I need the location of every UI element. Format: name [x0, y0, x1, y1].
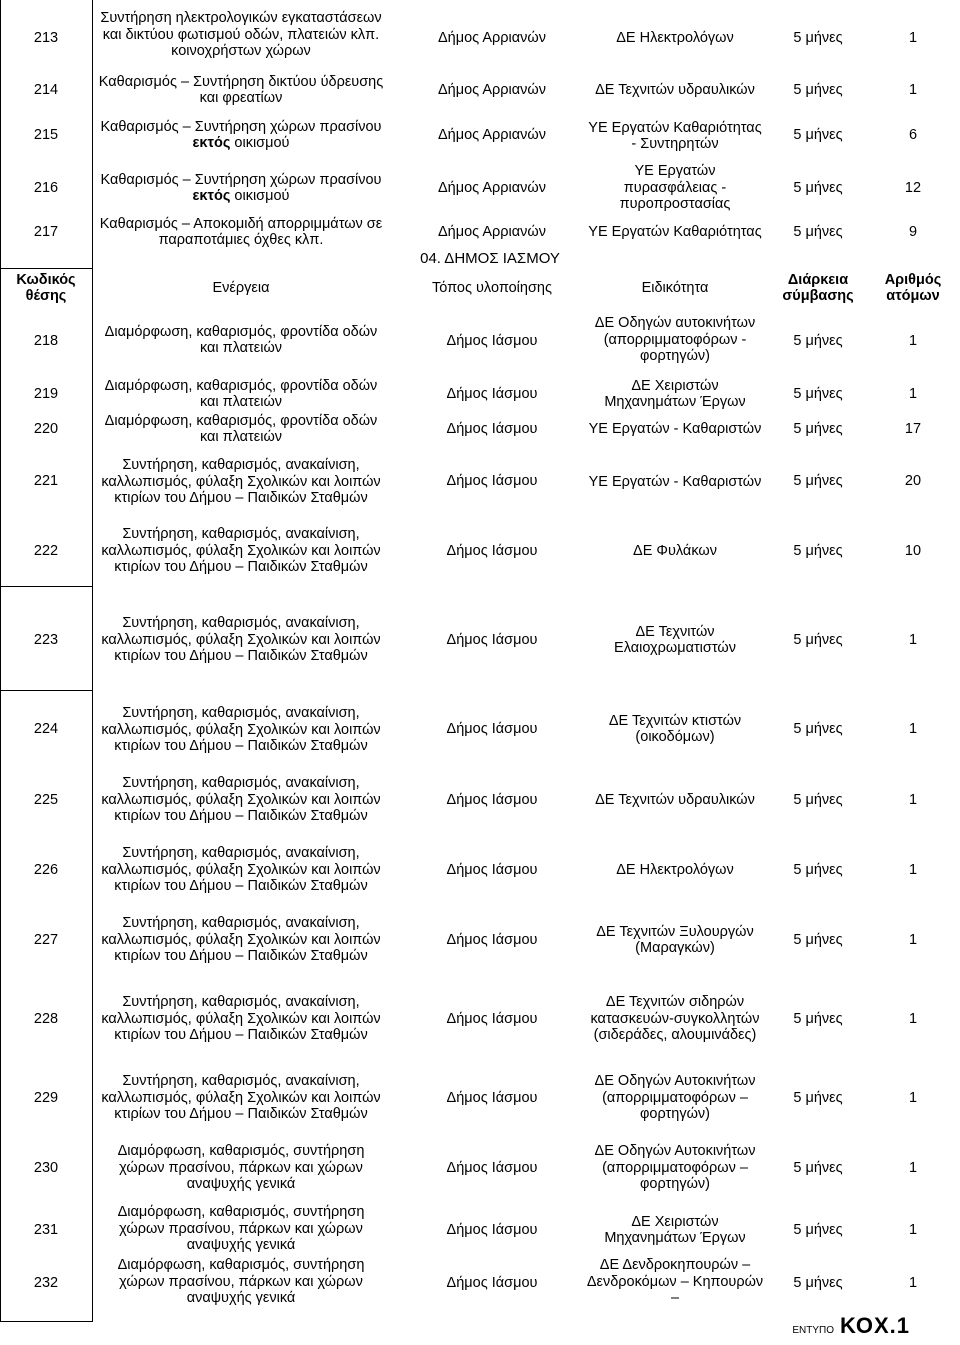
row-specialty: ΔΕ Δενδροκηπουρών – Δενδροκόμων – Κηπουρών – [586, 1257, 764, 1307]
row-duration: 5 μήνες [793, 332, 843, 349]
row-duration: 5 μήνες [793, 420, 843, 437]
row-specialty: ΔΕ Οδηγών Αυτοκινήτων (απορριμματοφόρων – φορτηγών) [594, 1143, 756, 1193]
row-persons: 1 [908, 1221, 918, 1238]
row-persons: 1 [908, 720, 918, 737]
row-persons: 1 [908, 332, 918, 349]
row-location: Δήμος Ιάσμου [446, 542, 538, 559]
row-code: 214 [33, 81, 59, 98]
row-code: 227 [33, 931, 59, 948]
row-activity: Διαμόρφωση, καθαρισμός, φροντίδα οδών και πλατειών [104, 412, 378, 445]
row-persons: 17 [904, 420, 922, 437]
section-title: 04. ΔΗΜΟΣ ΙΑΣΜΟΥ [420, 250, 560, 267]
row-activity: Συντήρηση, καθαρισμός, ανακαίνιση, καλλωπισμός, φύλαξη Σχολικών και λοιπών κτιρίων του Δήμου – Παιδικών Σταθμών [101, 457, 381, 507]
row-duration: 5 μήνες [793, 179, 843, 196]
row-location: Δήμος Αρριανών [438, 179, 546, 196]
row-code: 221 [33, 472, 59, 489]
row-persons: 1 [908, 1010, 918, 1027]
row-location: Δήμος Ιάσμου [446, 1089, 538, 1106]
row-activity: Συντήρηση, καθαρισμός, ανακαίνιση, καλλωπισμός, φύλαξη Σχολικών και λοιπών κτιρίων του Δήμου – Παιδικών Σταθμών [101, 915, 381, 965]
row-duration: 5 μήνες [793, 861, 843, 878]
row-code: 224 [33, 720, 59, 737]
row-duration: 5 μήνες [793, 385, 843, 402]
row-specialty: ΔΕ Τεχνιτών υδραυλικών [595, 791, 755, 808]
row-specialty: ΥΕ Εργατών πυρασφάλειας - πυροπροστασίας [619, 163, 731, 213]
row-specialty: ΔΕ Χειριστών Μηχανημάτων Έργων [604, 1213, 746, 1246]
row-activity [96, 117, 386, 153]
row-specialty: ΔΕ Οδηγών Αυτοκινήτων (απορριμματοφόρων – φορτηγών) [594, 1073, 756, 1123]
row-location: Δήμος Ιάσμου [446, 861, 538, 878]
row-location: Δήμος Ιάσμου [446, 1274, 538, 1291]
header-code: Κωδικός θέσης [16, 271, 76, 304]
row-duration: 5 μήνες [793, 791, 843, 808]
row-activity: Συντήρηση ηλεκτρολογικών εγκαταστάσεων και δικτύου φωτισμού οδών, πλατειών κλπ. κοινοχρήστων χώρων [100, 10, 382, 60]
row-rule [0, 690, 92, 691]
row-persons: 1 [908, 1274, 918, 1291]
row-location: Δήμος Ιάσμου [446, 791, 538, 808]
row-activity: Συντήρηση, καθαρισμός, ανακαίνιση, καλλωπισμός, φύλαξη Σχολικών και λοιπών κτιρίων του Δήμου – Παιδικών Σταθμών [101, 526, 381, 576]
row-location: Δήμος Ιάσμου [446, 332, 538, 349]
row-activity: Συντήρηση, καθαρισμός, ανακαίνιση, καλλωπισμός, φύλαξη Σχολικών και λοιπών κτιρίων του Δήμου – Παιδικών Σταθμών [101, 705, 381, 755]
header-persons: Αριθμός ατόμων [884, 271, 942, 304]
row-duration: 5 μήνες [793, 1221, 843, 1238]
code-column-border [92, 0, 93, 1322]
row-code: 220 [33, 420, 59, 437]
row-persons: 10 [904, 542, 922, 559]
row-persons: 1 [908, 861, 918, 878]
row-specialty: ΥΕ Εργατών Καθαριότητας - Συντηρητών [588, 119, 762, 152]
row-persons: 20 [904, 472, 922, 489]
form-footer [792, 1313, 910, 1339]
row-activity: Συντήρηση, καθαρισμός, ανακαίνιση, καλλωπισμός, φύλαξη Σχολικών και λοιπών κτιρίων του Δήμου – Παιδικών Σταθμών [101, 615, 381, 665]
row-code: 232 [33, 1274, 59, 1291]
row-location: Δήμος Ιάσμου [446, 1159, 538, 1176]
row-specialty: ΔΕ Ηλεκτρολόγων [616, 861, 734, 878]
row-duration: 5 μήνες [793, 126, 843, 143]
row-location: Δήμος Ιάσμου [446, 385, 538, 402]
row-duration: 5 μήνες [793, 223, 843, 240]
row-activity: Διαμόρφωση, καθαρισμός, φροντίδα οδών και πλατειών [104, 323, 378, 356]
row-code: 223 [33, 631, 59, 648]
form-code: ΚΟΧ.1 [839, 1313, 910, 1338]
row-persons: 12 [904, 179, 922, 196]
row-persons: 6 [908, 126, 918, 143]
activity-text: Καθαρισμός – Συντήρηση χώρων πρασίνου [100, 171, 382, 188]
row-activity: Συντήρηση, καθαρισμός, ανακαίνιση, καλλωπισμός, φύλαξη Σχολικών και λοιπών κτιρίων του Δήμου – Παιδικών Σταθμών [101, 994, 381, 1044]
row-duration: 5 μήνες [793, 542, 843, 559]
row-persons: 1 [908, 81, 918, 98]
row-duration: 5 μήνες [793, 1159, 843, 1176]
row-code: 226 [33, 861, 59, 878]
row-specialty: ΔΕ Τεχνιτών σιδηρών κατασκευών-συγκολλητών (σιδεράδες, αλουμινάδες) [590, 994, 760, 1044]
row-location: Δήμος Ιάσμου [446, 631, 538, 648]
activity-text: οικισμού [230, 188, 290, 204]
row-location: Δήμος Αρριανών [438, 29, 546, 46]
row-persons: 9 [908, 223, 918, 240]
row-location: Δήμος Ιάσμου [446, 1010, 538, 1027]
row-persons: 1 [908, 631, 918, 648]
form-label: ΕΝΤΥΠΟ [792, 1325, 834, 1336]
row-persons: 1 [908, 29, 918, 46]
row-code: 219 [33, 385, 59, 402]
row-duration: 5 μήνες [793, 81, 843, 98]
row-duration: 5 μήνες [793, 720, 843, 737]
row-specialty: ΔΕ Τεχνιτών κτιστών (οικοδόμων) [608, 712, 742, 745]
row-location: Δήμος Ιάσμου [446, 472, 538, 489]
row-code: 213 [33, 29, 59, 46]
row-duration: 5 μήνες [793, 1089, 843, 1106]
row-specialty: ΔΕ Τεχνιτών Ελαιοχρωματιστών [614, 623, 736, 656]
activity-keyword: εκτός [192, 188, 231, 204]
row-specialty: ΔΕ Τεχνιτών υδραυλικών [595, 81, 755, 98]
row-specialty: ΔΕ Οδηγών αυτοκινήτων (απορριμματοφόρων - φορτηγών) [594, 315, 756, 365]
row-specialty: ΔΕ Χειριστών Μηχανημάτων Έργων [604, 377, 746, 410]
row-location: Δήμος Ιάσμου [446, 931, 538, 948]
row-code: 222 [33, 542, 59, 559]
row-activity: Συντήρηση, καθαρισμός, ανακαίνιση, καλλωπισμός, φύλαξη Σχολικών και λοιπών κτιρίων του Δήμου – Παιδικών Σταθμών [101, 845, 381, 895]
row-activity [96, 170, 386, 206]
row-activity: Καθαρισμός – Αποκομιδή απορριμμάτων σε παραποτάμιες όχθες κλπ. [99, 215, 383, 248]
row-location: Δήμος Αρριανών [438, 126, 546, 143]
activity-text: Καθαρισμός – Συντήρηση χώρων πρασίνου [100, 118, 382, 135]
row-activity: Συντήρηση, καθαρισμός, ανακαίνιση, καλλωπισμός, φύλαξη Σχολικών και λοιπών κτιρίων του Δήμου – Παιδικών Σταθμών [101, 775, 381, 825]
row-activity: Διαμόρφωση, καθαρισμός, συντήρηση χώρων πρασίνου, πάρκων και χώρων αναψυχής γενικά [117, 1143, 365, 1193]
row-specialty: ΔΕ Φυλάκων [633, 542, 717, 559]
row-activity: Καθαρισμός – Συντήρηση δικτύου ύδρευσης και φρεατίων [98, 73, 384, 106]
row-location: Δήμος Αρριανών [438, 223, 546, 240]
row-location: Δήμος Ιάσμου [446, 720, 538, 737]
row-code: 215 [33, 126, 59, 143]
row-persons: 1 [908, 1159, 918, 1176]
row-code: 216 [33, 179, 59, 196]
row-code: 230 [33, 1159, 59, 1176]
row-persons: 1 [908, 931, 918, 948]
row-activity: Διαμόρφωση, καθαρισμός, συντήρηση χώρων πρασίνου, πάρκων και χώρων αναψυχής γενικά [117, 1204, 365, 1254]
row-rule [0, 586, 92, 587]
row-location: Δήμος Ιάσμου [446, 1221, 538, 1238]
row-duration: 5 μήνες [793, 472, 843, 489]
header-location: Τόπος υλοποίησης [432, 279, 552, 296]
header-specialty: Ειδικότητα [641, 279, 709, 296]
row-code: 218 [33, 332, 59, 349]
row-duration: 5 μήνες [793, 931, 843, 948]
row-activity: Διαμόρφωση, καθαρισμός, συντήρηση χώρων πρασίνου, πάρκων και χώρων αναψυχής γενικά [117, 1257, 365, 1307]
activity-text: οικισμού [230, 135, 290, 151]
row-rule [0, 1321, 92, 1322]
row-duration: 5 μήνες [793, 1274, 843, 1291]
row-code: 228 [33, 1010, 59, 1027]
row-specialty: ΔΕ Ηλεκτρολόγων [616, 29, 734, 46]
row-specialty: ΥΕ Εργατών - Καθαριστών [588, 473, 762, 490]
row-code: 217 [33, 223, 59, 240]
header-activity: Ενέργεια [212, 279, 270, 296]
activity-keyword: εκτός [192, 135, 231, 151]
row-duration: 5 μήνες [793, 631, 843, 648]
row-code: 231 [33, 1221, 59, 1238]
header-duration: Διάρκεια σύμβασης [782, 271, 854, 304]
row-specialty: ΔΕ Τεχνιτών Ξυλουργών (Μαραγκών) [596, 923, 754, 956]
row-location: Δήμος Αρριανών [438, 81, 546, 98]
table-border-left [0, 0, 1, 1322]
row-activity: Διαμόρφωση, καθαρισμός, φροντίδα οδών και πλατειών [104, 377, 378, 410]
row-code: 225 [33, 791, 59, 808]
row-code: 229 [33, 1089, 59, 1106]
row-location: Δήμος Ιάσμου [446, 420, 538, 437]
row-persons: 1 [908, 385, 918, 402]
row-duration: 5 μήνες [793, 29, 843, 46]
row-specialty: ΥΕ Εργατών Καθαριότητας [588, 223, 762, 240]
row-duration: 5 μήνες [793, 1010, 843, 1027]
row-persons: 1 [908, 1089, 918, 1106]
row-activity: Συντήρηση, καθαρισμός, ανακαίνιση, καλλωπισμός, φύλαξη Σχολικών και λοιπών κτιρίων του Δήμου – Παιδικών Σταθμών [101, 1073, 381, 1123]
row-specialty: ΥΕ Εργατών - Καθαριστών [588, 420, 762, 437]
row-persons: 1 [908, 791, 918, 808]
